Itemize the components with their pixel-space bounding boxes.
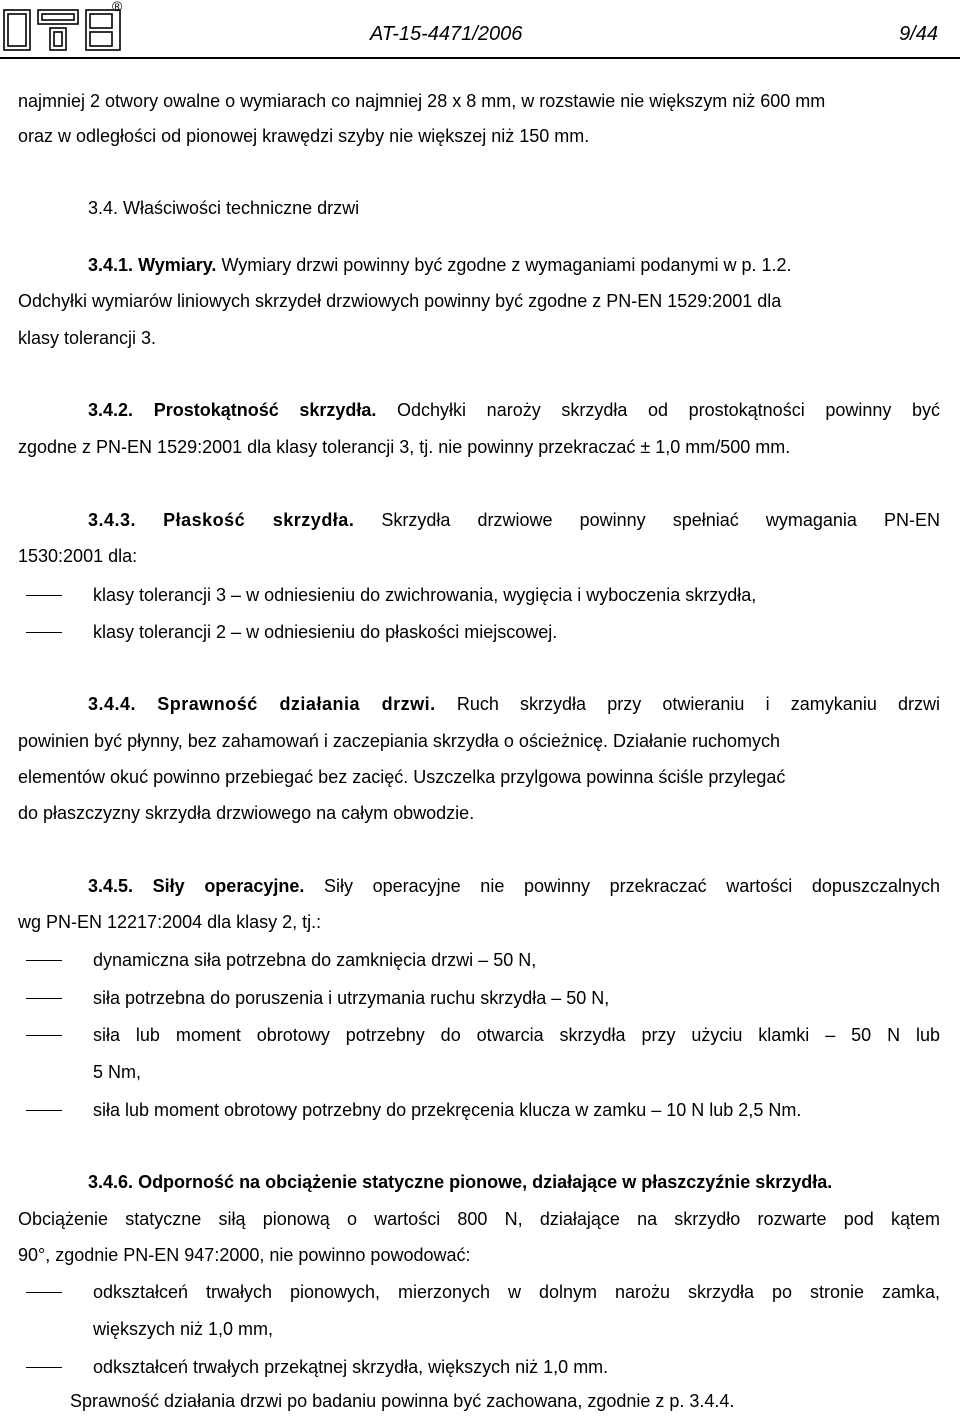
list-item: odkształceń trwałych przekątnej skrzydła, większych niż 1,0 mm.: [93, 1357, 609, 1377]
list-item-continuation: 5 Nm,: [93, 1062, 142, 1082]
bullet-dash: [26, 1292, 62, 1293]
section-title: Płaskość skrzydła.: [163, 510, 355, 530]
list-item: dynamiczna siła potrzebna do zamknięcia drzwi – 50 N,: [93, 950, 537, 970]
list-item: klasy tolerancji 3 – w odniesieniu do zwichrowania, wygięcia i wyboczenia skrzydła,: [93, 585, 757, 605]
section-heading-3-4: 3.4. Właściwości techniczne drzwi: [88, 198, 360, 218]
section-3-4-6-line-2: 90°, zgodnie PN-EN 947:2000, nie powinno powodować:: [18, 1245, 471, 1265]
section-3-4-1-line-2: Odchyłki wymiarów liniowych skrzydeł drzwiowych powinny być zgodne z PN-EN 1529:2001 dla: [18, 291, 782, 311]
closing-sentence: Sprawność działania drzwi po badaniu powinna być zachowana, zgodnie z p. 3.4.4.: [70, 1391, 735, 1411]
section-title: Prostokątność skrzydła.: [153, 400, 377, 420]
section-title: Siły operacyjne.: [152, 876, 305, 896]
list-item: siła lub moment obrotowy potrzebny do otwarcia skrzydła przy użyciu klamki – 50 N lub: [93, 1025, 940, 1045]
section-number: 3.4.1.: [88, 255, 134, 275]
section-3-4-4-line-4: do płaszczyzny skrzydła drzwiowego na całym obwodzie.: [18, 803, 475, 823]
bullet-dash: [26, 1367, 62, 1368]
list-item-continuation: większych niż 1,0 mm,: [93, 1319, 274, 1339]
page-header: [0, 0, 960, 60]
itb-logo: [2, 6, 124, 52]
section-3-4-1-line-3: klasy tolerancji 3.: [18, 328, 157, 348]
section-title: Wymiary.: [138, 255, 217, 275]
list-item: klasy tolerancji 2 – w odniesieniu do płaskości miejscowej.: [93, 622, 558, 642]
intro-line-2: oraz w odległości od pionowej krawędzi szyby nie większej niż 150 mm.: [18, 126, 590, 146]
section-3-4-3-line-2: 1530:2001 dla:: [18, 546, 138, 566]
list-item: siła lub moment obrotowy potrzebny do przekręcenia klucza w zamku – 10 N lub 2,5 Nm.: [93, 1100, 802, 1120]
bullet-dash: [26, 1110, 62, 1111]
bullet-dash: [26, 998, 62, 999]
bullet-dash: [26, 632, 62, 633]
bullet-dash: [26, 595, 62, 596]
section-3-4-4-line-1: 3.4.4. Sprawność działania drzwi. Ruch skrzydła przy otwieraniu i zamykaniu drzwi: [88, 694, 941, 714]
section-title: Sprawność działania drzwi.: [157, 694, 436, 714]
section-3-4-6-line-1: Obciążenie statyczne siłą pionową o wartości 800 N, działające na skrzydło rozwarte pod kątem: [18, 1209, 940, 1229]
document-id: AT-15-4471/2006: [370, 23, 523, 45]
section-3-4-2-line-1: 3.4.2. Prostokątność skrzydła. Odchyłki naroży skrzydła od prostokątności powinny być: [88, 400, 940, 420]
intro-line-1: najmniej 2 otwory owalne o wymiarach co najmniej 28 x 8 mm, w rozstawie nie większym niż 600 mm: [18, 91, 826, 111]
section-3-4-4-line-3: elementów okuć powinno przebiegać bez zacięć. Uszczelka przylgowa powinna ściśle przylegać: [18, 767, 786, 787]
header-divider: [0, 57, 960, 59]
registered-mark-icon: ®: [112, 0, 123, 14]
section-3-4-2-line-2: zgodne z PN-EN 1529:2001 dla klasy tolerancji 3, tj. nie powinny przekraczać ± 1,0 mm/500 mm.: [18, 437, 791, 457]
section-3-4-1-line-1: 3.4.1. Wymiary. Wymiary drzwi powinny być zgodne z wymaganiami podanymi w p. 1.2.: [88, 255, 792, 275]
section-title: Odporność na obciążenie statyczne pionowe, działające w płaszczyźnie skrzydła.: [138, 1172, 833, 1192]
page-number: 9/44: [899, 23, 938, 45]
bullet-dash: [26, 960, 62, 961]
section-3-4-4-line-2: powinien być płynny, bez zahamowań i zaczepiania skrzydła o ościeżnicę. Działanie ruchomych: [18, 731, 781, 751]
bullet-dash: [26, 1035, 62, 1036]
section-3-4-6-heading: 3.4.6. Odporność na obciążenie statyczne pionowe, działające w płaszczyźnie skrzydła.: [88, 1172, 833, 1192]
section-3-4-5-line-2: wg PN-EN 12217:2004 dla klasy 2, tj.:: [18, 912, 322, 932]
section-3-4-5-line-1: 3.4.5. Siły operacyjne. Siły operacyjne nie powinny przekraczać wartości dopuszczalnych: [88, 876, 940, 896]
list-item: siła potrzebna do poruszenia i utrzymania ruchu skrzydła – 50 N,: [93, 988, 610, 1008]
list-item: odkształceń trwałych pionowych, mierzonych w dolnym narożu skrzydła po stronie zamka,: [93, 1282, 940, 1302]
section-3-4-3-line-1: 3.4.3. Płaskość skrzydła. Skrzydła drzwiowe powinny spełniać wymagania PN-EN: [88, 510, 940, 530]
